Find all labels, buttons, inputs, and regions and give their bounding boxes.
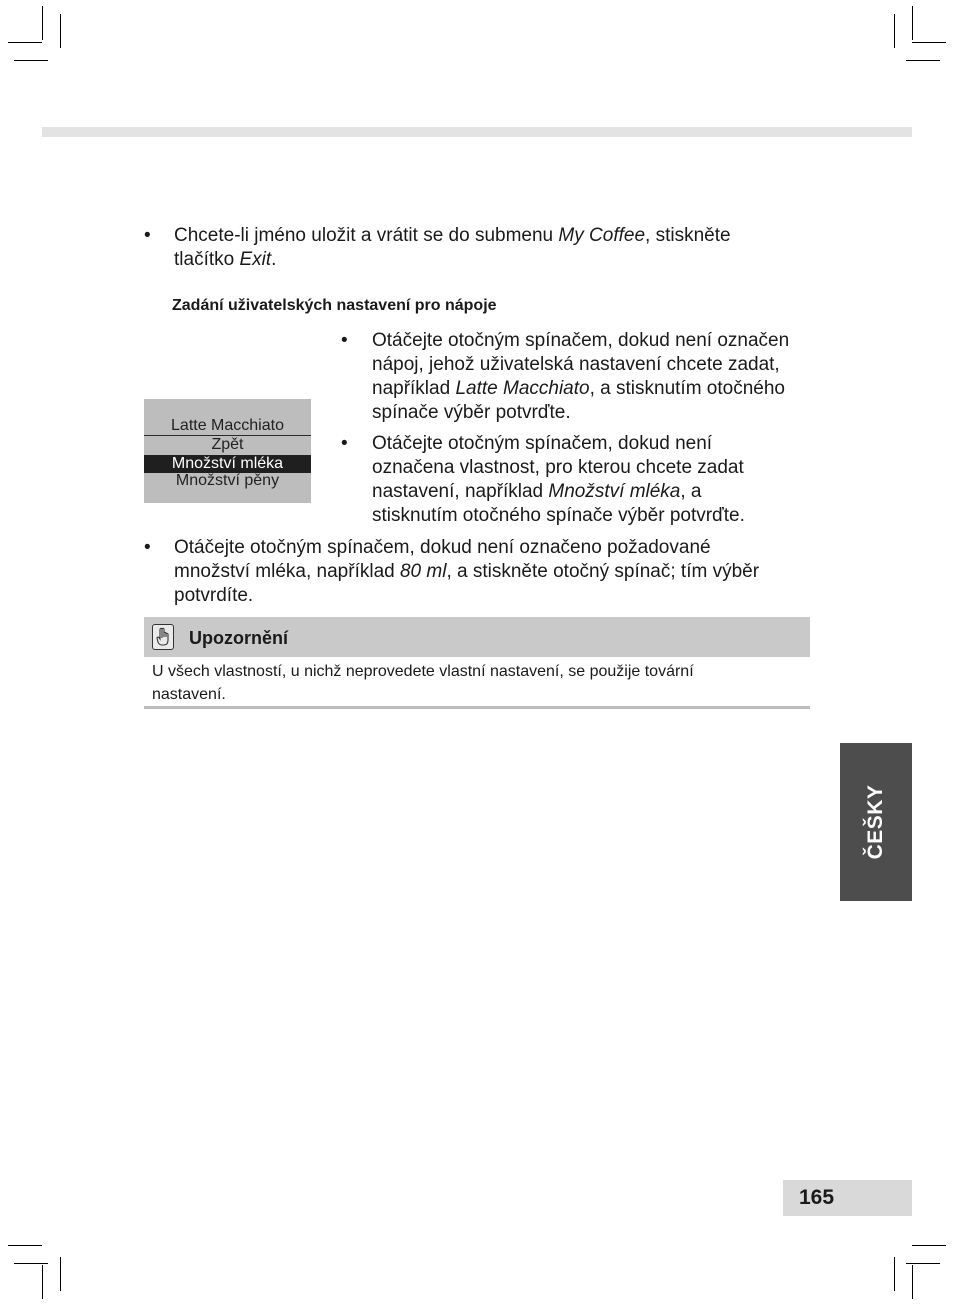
display-row-selected: Množství mléka xyxy=(144,455,311,473)
display-illustration xyxy=(144,399,311,503)
text-span: , a stisknutím otočného xyxy=(589,378,785,399)
text-span: tlačítko xyxy=(174,249,240,270)
note-divider xyxy=(144,706,810,709)
page-number: 165 xyxy=(799,1186,835,1209)
text-line: nastavení. xyxy=(152,686,226,703)
language-tab xyxy=(840,743,912,901)
note-title: Upozornění xyxy=(189,628,288,648)
crop-mark xyxy=(912,42,946,43)
property-name: Množství mléka xyxy=(548,481,681,502)
crop-mark xyxy=(60,14,61,48)
text-line: stisknutím otočného spínače výběr potvrďte. xyxy=(372,505,745,526)
bullet-dot: • xyxy=(341,330,348,351)
crop-mark xyxy=(912,1265,913,1299)
note-header xyxy=(144,617,810,657)
hand-pointing-icon xyxy=(152,624,174,650)
text-span: , a stiskněte otočný spínač; tím výběr xyxy=(446,561,760,582)
text-line: spínače výběr potvrďte. xyxy=(372,402,571,423)
crop-mark xyxy=(912,1245,946,1246)
amount-value: 80 ml xyxy=(399,561,447,582)
text-span: . xyxy=(271,249,277,270)
menu-name-my-coffee: My Coffee xyxy=(558,225,646,246)
text-span: , a xyxy=(680,481,702,502)
bullet-dot: • xyxy=(144,225,151,246)
text-line: U všech vlastností, u nichž neprovedete vlastní nastavení, se použije tovární xyxy=(152,663,694,680)
crop-mark xyxy=(906,1263,940,1264)
display-row: Zpět xyxy=(211,436,244,453)
drink-name: Latte Macchiato xyxy=(455,378,590,399)
note-text xyxy=(152,660,802,706)
language-label: ČEŠKY xyxy=(864,784,887,860)
text-line: Otáčejte otočným spínačem, dokud není označeno požadované xyxy=(174,537,711,558)
text-line: Otáčejte otočným spínačem, dokud není označen xyxy=(372,330,790,351)
section-subheading: Zadání uživatelských nastavení pro nápoje xyxy=(172,297,497,314)
button-name-exit: Exit xyxy=(239,249,272,270)
text-span: například xyxy=(372,378,456,399)
bullet-dot: • xyxy=(341,433,348,454)
text-span: nastavení, například xyxy=(372,481,549,502)
display-row: Latte Macchiato xyxy=(171,417,284,434)
crop-mark xyxy=(894,1257,895,1291)
header-band xyxy=(42,127,912,137)
text-span: Chcete-li jméno uložit a vrátit se do submenu xyxy=(174,225,559,246)
crop-mark xyxy=(60,1257,61,1291)
display-row: Množství pěny xyxy=(175,472,280,489)
crop-mark xyxy=(8,1245,42,1246)
text-line: nápoj, jehož uživatelská nastavení chcete zadat, xyxy=(372,354,780,375)
text-span: , stiskněte xyxy=(645,225,731,246)
crop-mark xyxy=(912,6,913,40)
step-bullet-text xyxy=(372,329,789,425)
text-line: označena vlastnost, pro kterou chcete zadat xyxy=(372,457,744,478)
text-line: potvrdíte. xyxy=(174,585,254,606)
intro-bullet-text xyxy=(174,224,731,272)
bullet-dot: • xyxy=(144,537,151,558)
page-number-box xyxy=(783,1180,912,1216)
crop-mark xyxy=(14,60,48,61)
crop-mark xyxy=(894,14,895,48)
text-span: množství mléka, například xyxy=(174,561,400,582)
crop-mark xyxy=(8,42,42,43)
step-bullet-text xyxy=(372,432,745,528)
step-bullet-text xyxy=(174,536,759,608)
crop-mark xyxy=(42,6,43,40)
crop-mark xyxy=(906,60,940,61)
crop-mark xyxy=(14,1263,48,1264)
crop-mark xyxy=(42,1265,43,1299)
text-line: Otáčejte otočným spínačem, dokud není xyxy=(372,433,713,454)
